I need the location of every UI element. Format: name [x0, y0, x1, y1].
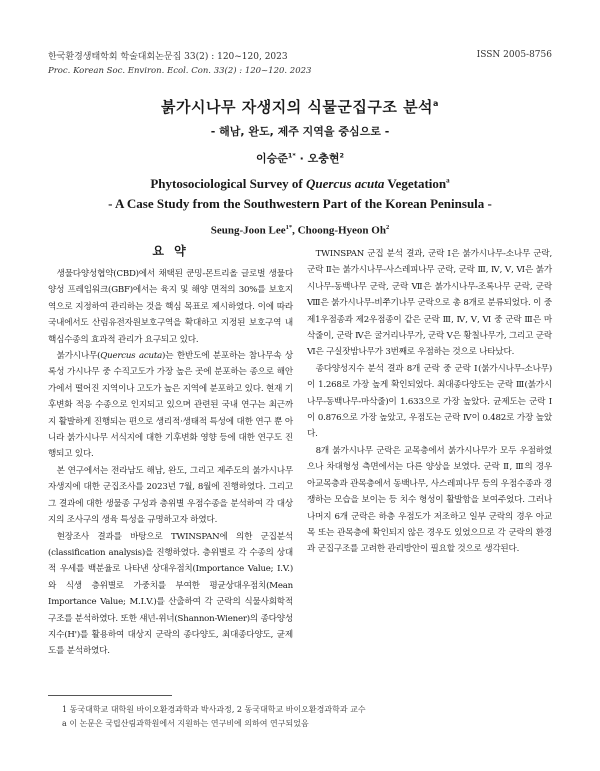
author1-ko: 이승준: [255, 152, 288, 165]
title-ko-note: a: [433, 99, 439, 108]
abstract-column-left: [48, 240, 293, 660]
abstract-column-right: [307, 240, 552, 558]
author-separator-en: ,: [292, 224, 298, 237]
p2-lead: 붉가시나무(: [56, 351, 101, 362]
journal-citation-en: Proc. Korean Soc. Environ. Ecol. Con. 33(2) : 120~120. 2023: [48, 66, 312, 76]
author1-ko-sup: 1*: [287, 151, 296, 160]
title-en-part1: Phytosociological Survey of: [150, 176, 306, 191]
abstract-paragraph-7: 8개 붉가시나무 군락은 교목층에서 붉가시나무가 모두 우점하였으나 차대형성 측면에서는 다른 양상을 보였다. 군락 Ⅱ, Ⅲ의 경우 아교목층과 관목층에서 동백나무, 사스레피나무 등의 우점수종과 경쟁하는 모습을 보이는 등 치수 형성이 활발함을 보여주었다. 그러나 나머지 6개 군락은 하층 우점도가 저조하고 일부 군락의 경우 아교목 또는 관목층에 확인되지 않은 경우도 있었으므로 각 군락의 환경과 군집구조를 고려한 관리방안이 필요할 것으로 생각된다.: [307, 445, 552, 555]
authors-ko: [0, 150, 600, 166]
p2-species: Quercus acuta: [100, 351, 163, 362]
paper-subtitle-en: - A Case Study from the Southwestern Part of the Korean Peninsula -: [108, 196, 492, 211]
p2-rest: )는 한반도에 분포하는 참나무속 상록성 가시나무 중 수직고도가 가장 높은 곳에 분포하는 종으로 해안가에서 떨어진 지역이나 고도가 높은 지역에 분포하고 있다. 현재 기후변화 적응 수종으로 인지되고 있으며 관련된 국내 연구는 최근까지 활발하게 진행되는 편으로 생리적·생태적 특성에 대한 연구 뿐 아니라 붉가시나무 서식지에 대한 기후변화 영향 등에 대한 연구도 진행되고 있다.: [48, 351, 293, 460]
paper-title-ko: [0, 96, 600, 117]
abstract-paragraph-2: [48, 348, 293, 463]
author2-ko-sup: 2: [339, 151, 345, 160]
paper-title-en: [0, 176, 600, 192]
abstract-paragraph-1: 생물다양성협약(CBD)에서 채택된 쿤밍-몬트리올 글로벌 생물다양성 프레임워크(GBF)에서는 육지 및 해양 면적의 30%를 보호지역으로 지정하여 관리하는 것을 핵심 목표로 제시하였다. 이에 따라 국내에서도 산림유전자원보호구역을 확대하고 지정된 보호구역 내 핵심수종의 효과적 관리가 요구되고 있다.: [48, 269, 293, 345]
author2-en: Choong-Hyeon Oh: [297, 224, 386, 237]
footnote-affiliations: 1 동국대학교 대학원 바이오환경과학과 박사과정, 2 동국대학교 바이오환경과학과 교수: [62, 705, 366, 714]
abstract-paragraph-5: TWINSPAN 군집 분석 결과, 군락 Ⅰ은 붉가시나무-소나무 군락, 군락 Ⅱ는 붉가시나무-사스레피나무 군락, 군락 Ⅲ, Ⅳ, Ⅴ, Ⅵ은 붉가시나무-동백나무 군락, 군락 Ⅶ은 붉가시나무-조록나무 군락, 군락 Ⅷ은 붉가시나무-비쭈기나무 군락으로 총 8개로 분류되었다. 이 중 제1우점종과 제2우점종이 같은 군락 Ⅲ, Ⅳ, Ⅴ, Ⅵ 중 군락 Ⅲ은 마삭줄이, 군락 Ⅳ은 굴거리나무가, 군락 Ⅴ은 황칠나무가, 그리고 군락 Ⅵ은 구실잣밤나무가 3번째로 우점하는 것으로 나타났다.: [307, 249, 552, 358]
journal-citation-ko: 한국환경생태학회 학술대회논문집 33(2) : 120~120, 2023: [48, 52, 288, 62]
authors-en: [0, 224, 600, 237]
abstract-paragraph-6: 종다양성지수 분석 결과 8개 군락 중 군락 Ⅰ(붉가시나무-소나무)이 1.268로 가장 높게 확인되었다. 최대종다양도는 군락 Ⅲ(붉가시나무-동백나무-마삭줄)이 1.633으로 가장 높았다. 균제도는 군락 Ⅰ이 0.876으로 가장 높았고, 우점도는 군락 Ⅳ이 0.482로 가장 높았다.: [307, 363, 552, 440]
journal-header: [48, 50, 311, 78]
issn: ISSN 2005-8756: [476, 50, 552, 60]
footnote-rule: [48, 695, 172, 696]
author1-en: Seung-Joon Lee: [210, 224, 286, 237]
title-en-note: a: [446, 176, 450, 185]
abstract-paragraph-4: 현장조사 결과를 바탕으로 TWINSPAN에 의한 군집분석(classification analysis)을 진행하였다. 층위별로 각 수종의 상대적 우세를 백분율로 나타낸 상대우점치(Importance Value; I.V.)와 식생 층위별로 가중치를 부여한 평균상대우점치(Mean Importance Value; M.I.V.)를 산출하여 각 군락의 식물사회학적 구조를 분석하였다. 또한 섀넌-위너(Shannon-Wiener)의 종다양성 지수(H')를 활용하여 대상지 군락의 종다양도, 최대종다양도, 균제도를 분석하였다.: [48, 531, 293, 657]
author2-en-sup: 2: [385, 224, 390, 231]
abstract-paragraph-3: 본 연구에서는 전라남도 해남, 완도, 그리고 제주도의 붉가시나무 자생지에 대한 군집조사를 2023년 7월, 8월에 진행하였다. 그리고 그 결과에 대한 생물종 구성과 층위별 우점수종을 분석하여 각 대상지의 조사구의 생육 특성을 규명하고자 하였다.: [48, 465, 293, 526]
title-ko-text: 붉가시나무 자생지의 식물군집구조 분석: [161, 98, 434, 116]
paper-subtitle-ko: - 해남, 완도, 제주 지역을 중심으로 -: [210, 125, 390, 138]
footnote-funding: a 이 논문은 국립산림과학원에서 지원하는 연구비에 의하여 연구되었음: [62, 719, 309, 728]
author1-en-sup: 1*: [285, 224, 293, 231]
author-separator-ko: ·: [299, 152, 304, 165]
author2-ko: 오충현: [307, 152, 340, 165]
title-en-species: Quercus acuta: [306, 176, 385, 191]
abstract-heading: 요 약: [152, 244, 189, 258]
title-en-part2: Vegetation: [384, 176, 447, 191]
